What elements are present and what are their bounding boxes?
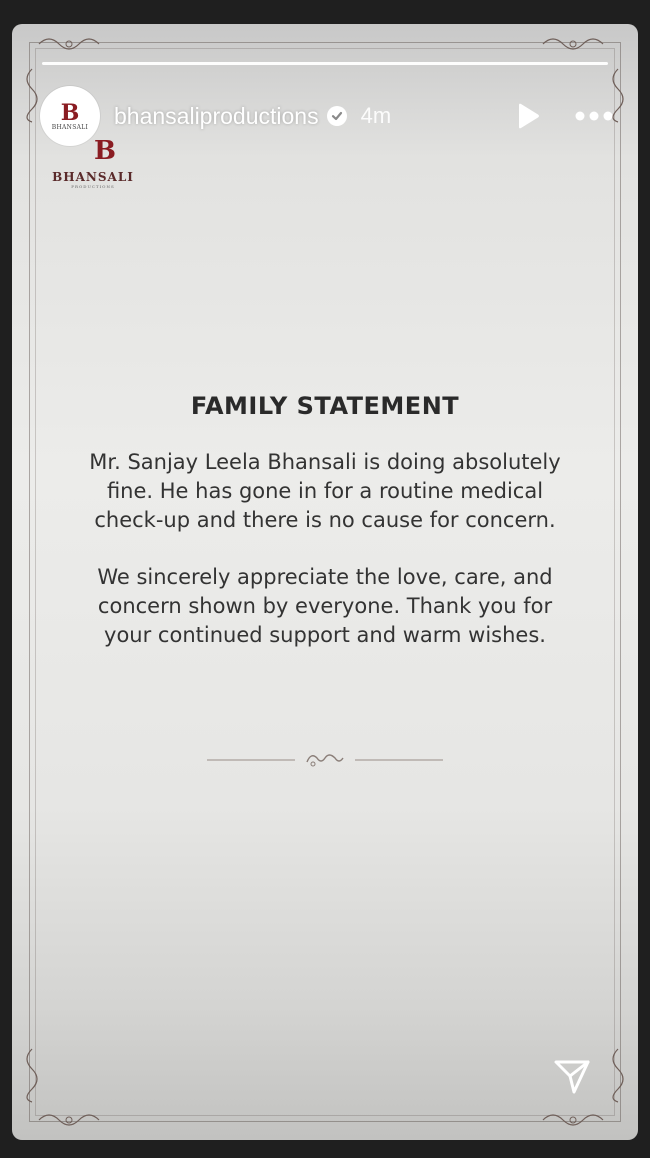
story-progress-bar: [42, 62, 608, 65]
username-link[interactable]: bhansaliproductions: [114, 102, 319, 129]
more-options-button[interactable]: [574, 98, 614, 134]
avatar-logo-mark: B: [60, 99, 80, 126]
play-icon: [515, 102, 541, 130]
brand-logo: [52, 136, 134, 189]
story-viewer: [12, 24, 638, 1140]
statement-paragraph-2: We sincerely appreciate the love, care, and concern shown by everyone. Thank you for your continued support and warm wishes.: [97, 565, 553, 647]
side-ornament-right: [606, 1044, 630, 1104]
send-button[interactable]: [550, 1054, 594, 1098]
statement-content: [72, 392, 578, 678]
verified-badge-icon: [327, 106, 347, 126]
send-icon: [552, 1056, 592, 1096]
statement-paragraph-1: Mr. Sanjay Leela Bhansali is doing absolutely fine. He has gone in for a routine medical check-up and there is no cause for concern.: [89, 450, 561, 532]
brand-subtitle: PRODUCTIONS: [71, 184, 115, 189]
brand-name: BHANSALI: [52, 170, 134, 184]
statement-title: FAMILY STATEMENT: [190, 392, 460, 420]
corner-ornament-top-left: [34, 32, 104, 56]
play-button[interactable]: [510, 98, 546, 134]
more-options-icon: [575, 111, 613, 121]
story-timestamp: 4m: [360, 103, 392, 128]
corner-ornament-top-right: [538, 32, 608, 56]
corner-ornament-bottom-right: [538, 1108, 608, 1132]
divider-flourish-icon: [207, 748, 443, 772]
corner-ornament-bottom-left: [34, 1108, 104, 1132]
progress-segment: [42, 62, 608, 65]
story-header: [40, 86, 614, 146]
side-ornament-left: [20, 1044, 44, 1104]
brand-logo-mark: B: [94, 136, 116, 166]
avatar-logo-text: BHANSALI: [51, 123, 89, 131]
avatar[interactable]: [40, 86, 100, 146]
